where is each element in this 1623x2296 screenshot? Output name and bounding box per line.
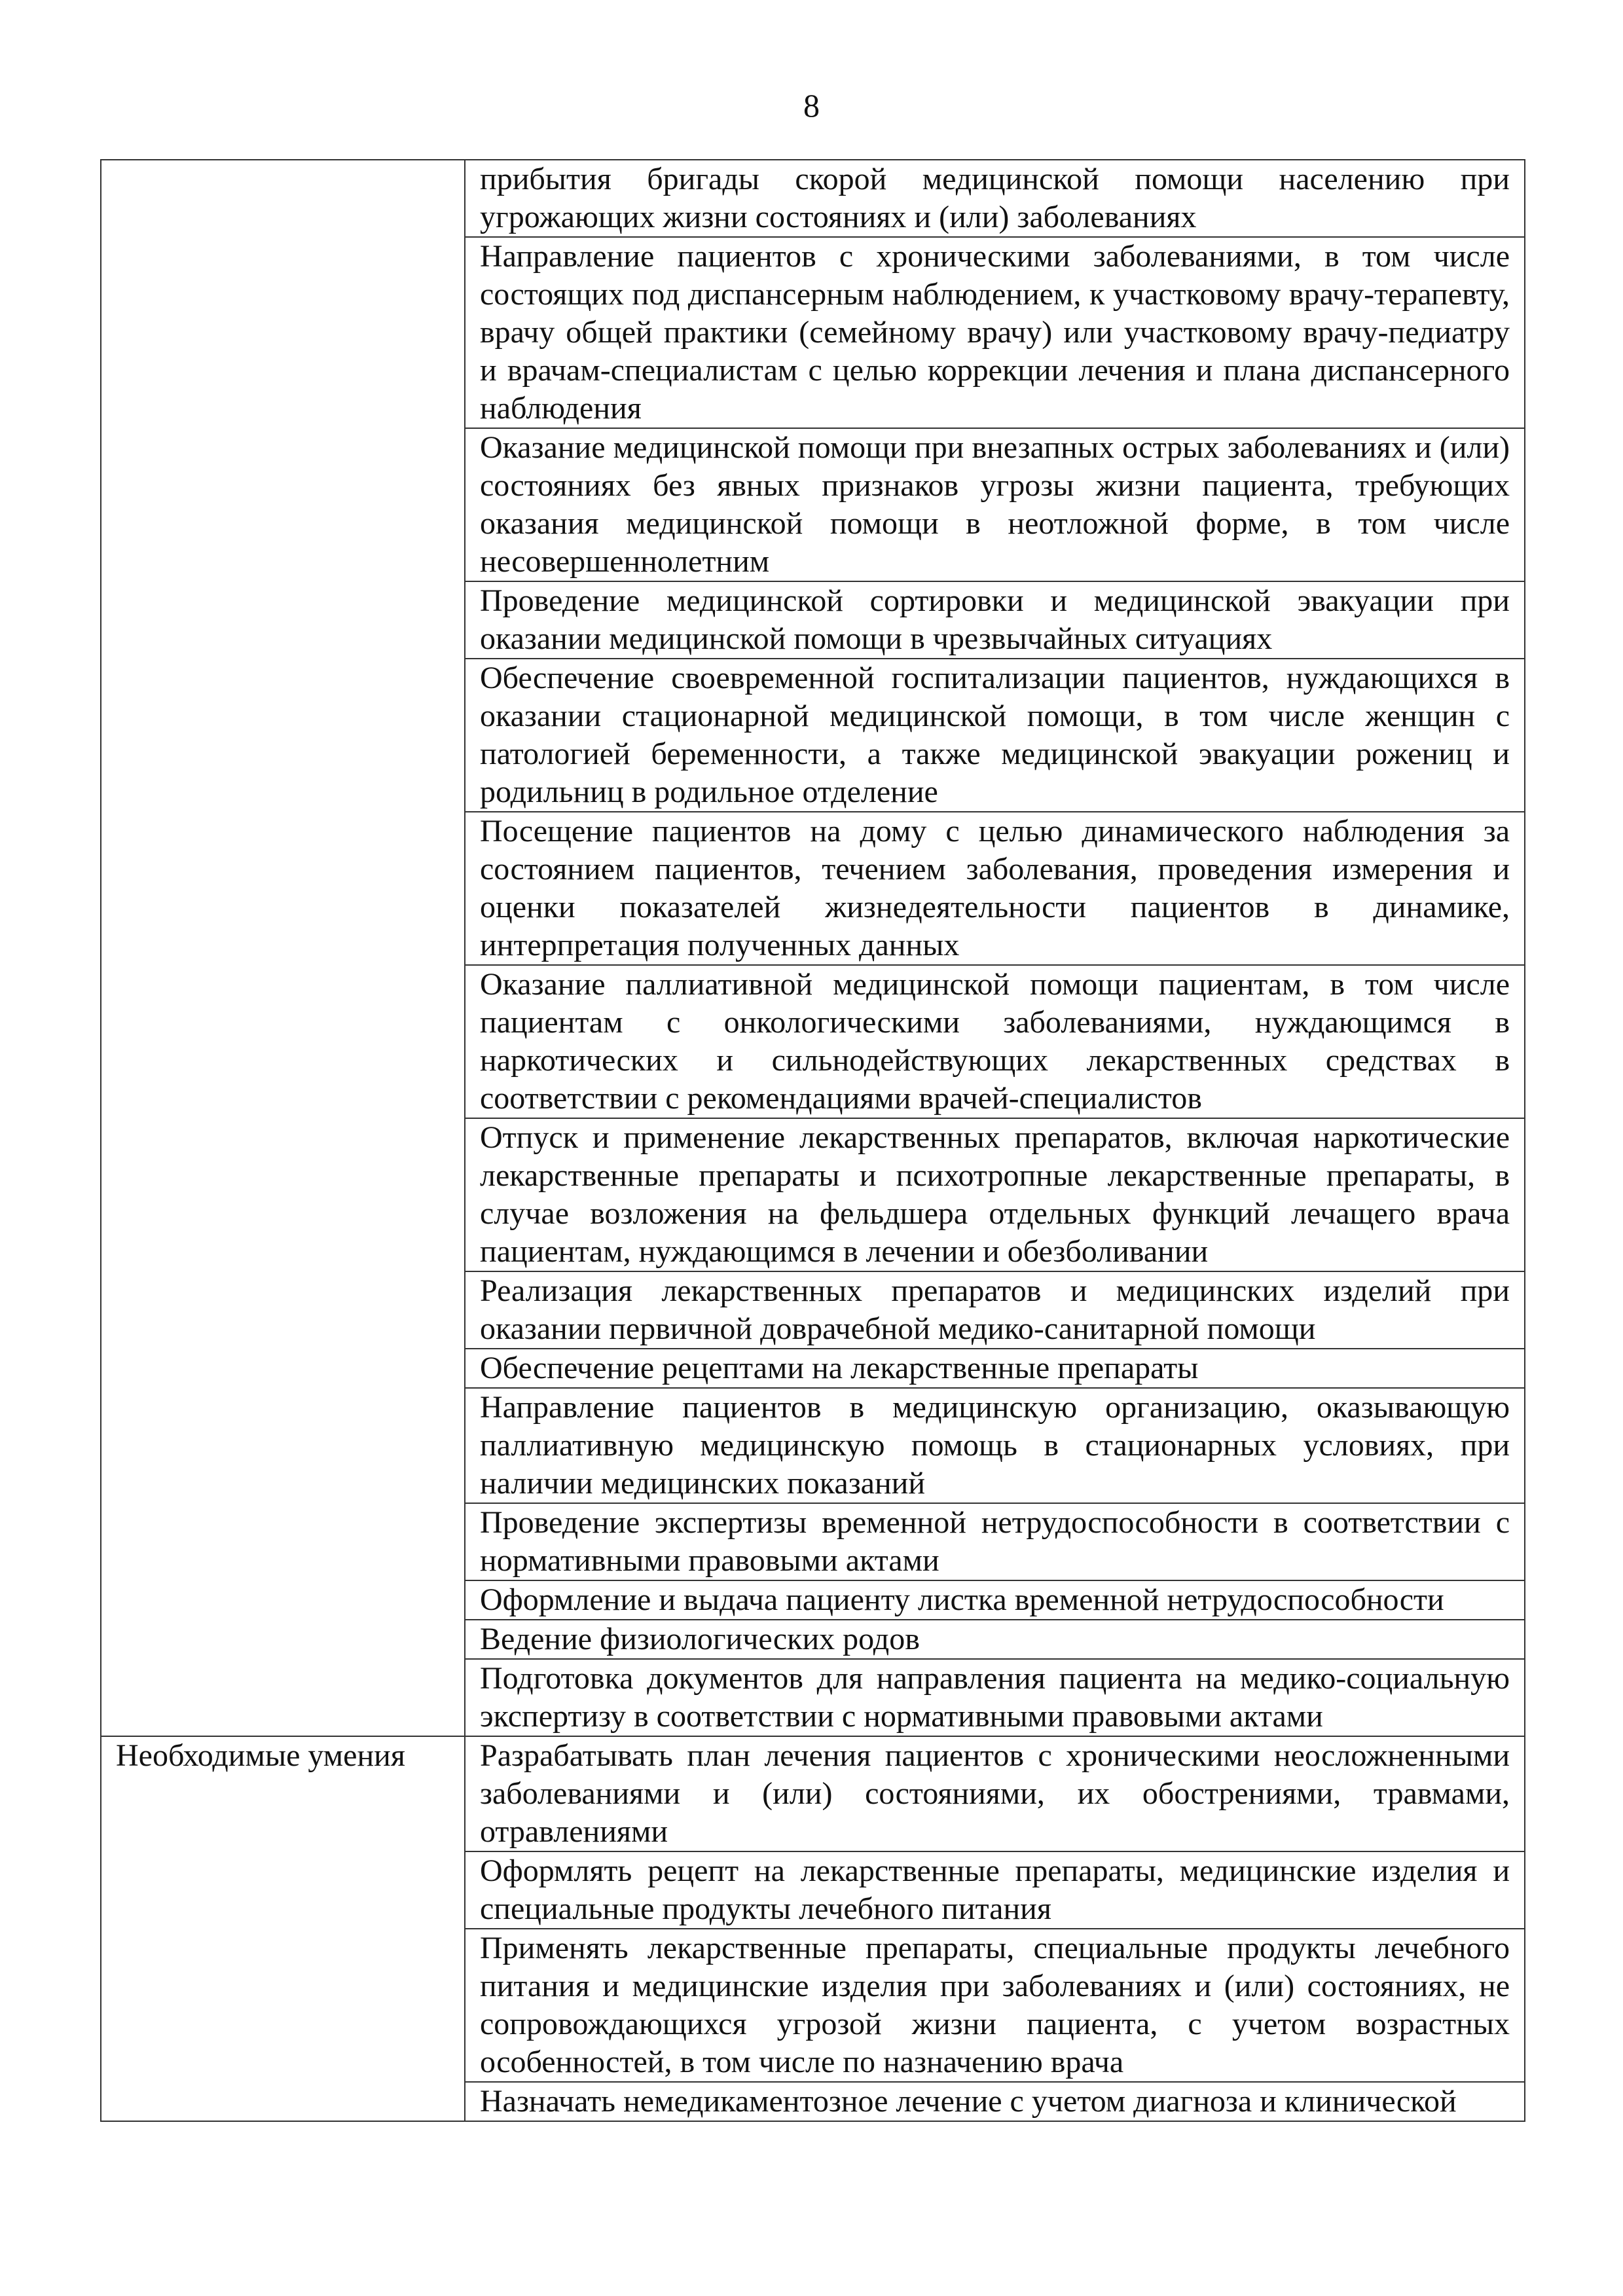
table-cell: Направление пациентов в медицинскую организацию, оказывающую паллиативную медицинскую помощь в стационарных условиях, при наличии медицинских показаний bbox=[465, 1388, 1525, 1503]
table-cell: Оформлять рецепт на лекарственные препараты, медицинские изделия и специальные продукты лечебного питания bbox=[465, 1851, 1525, 1929]
table-row bbox=[101, 160, 1525, 237]
table-cell: Ведение физиологических родов bbox=[465, 1620, 1525, 1659]
table-cell: Проведение медицинской сортировки и медицинской эвакуации при оказании медицинской помощи в чрезвычайных ситуациях bbox=[465, 581, 1525, 659]
table-cell: Обеспечение своевременной госпитализации пациентов, нуждающихся в оказании стационарной медицинской помощи, в том числе женщин с патологией беременности, а также медицинской эвакуации рожениц и родильниц в родильное отделение bbox=[465, 659, 1525, 812]
label-cell-empty bbox=[101, 160, 465, 1736]
table-cell: Применять лекарственные препараты, специальные продукты лечебного питания и медицинские изделия при заболеваниях и (или) состояниях, не сопровождающихся угрозой жизни пациента, с учетом возрастных особенностей, в том числе по назначению врача bbox=[465, 1929, 1525, 2082]
table-cell: Подготовка документов для направления пациента на медико-социальную экспертизу в соответствии с нормативными правовыми актами bbox=[465, 1659, 1525, 1736]
competency-table bbox=[100, 159, 1525, 2122]
table-cell: Оказание медицинской помощи при внезапных острых заболеваниях и (или) состояниях без явных признаков угрозы жизни пациента, требующих оказания медицинской помощи в неотложной форме, в том числе несовершеннолетним bbox=[465, 428, 1525, 581]
table-cell: Отпуск и применение лекарственных препаратов, включая наркотические лекарственные препараты и психотропные лекарственные препараты, в случае возложения на фельдшера отдельных функций лечащего врача пациентам, нуждающимся в лечении и обезболивании bbox=[465, 1118, 1525, 1271]
table-cell: Направление пациентов с хроническими заболеваниями, в том числе состоящих под диспансерным наблюдением, к участковому врачу-терапевту, врачу общей практики (семейному врачу) или участковому врачу-педиатру и врачам-специалистам с целью коррекции лечения и плана диспансерного наблюдения bbox=[465, 237, 1525, 428]
table-cell: Оформление и выдача пациенту листка временной нетрудоспособности bbox=[465, 1580, 1525, 1620]
table-cell: Реализация лекарственных препаратов и медицинских изделий при оказании первичной доврачебной медико-санитарной помощи bbox=[465, 1271, 1525, 1349]
table-cell: Оказание паллиативной медицинской помощи пациентам, в том числе пациентам с онкологическими заболеваниями, нуждающимся в наркотических и сильнодействующих лекарственных средствах в соответствии с рекомендациями врачей-специалистов bbox=[465, 965, 1525, 1118]
skills-label: Необходимые умения bbox=[101, 1736, 465, 2121]
table-row bbox=[101, 1736, 1525, 1851]
table-cell: Назначать немедикаментозное лечение с учетом диагноза и клинической bbox=[465, 2082, 1525, 2121]
table-cell: прибытия бригады скорой медицинской помощи населению при угрожающих жизни состояниях и (или) заболеваниях bbox=[465, 160, 1525, 237]
table-cell: Проведение экспертизы временной нетрудоспособности в соответствии с нормативными правовыми актами bbox=[465, 1503, 1525, 1580]
table-cell: Разрабатывать план лечения пациентов с хроническими неосложненными заболеваниями и (или) состояниями, их обострениями, травмами, отравлениями bbox=[465, 1736, 1525, 1851]
table-cell: Посещение пациентов на дому с целью динамического наблюдения за состоянием пациентов, течением заболевания, проведения измерения и оценки показателей жизнедеятельности пациентов в динамике, интерпретация полученных данных bbox=[465, 812, 1525, 965]
table-cell: Обеспечение рецептами на лекарственные препараты bbox=[465, 1349, 1525, 1388]
page-number: 8 bbox=[803, 87, 820, 124]
